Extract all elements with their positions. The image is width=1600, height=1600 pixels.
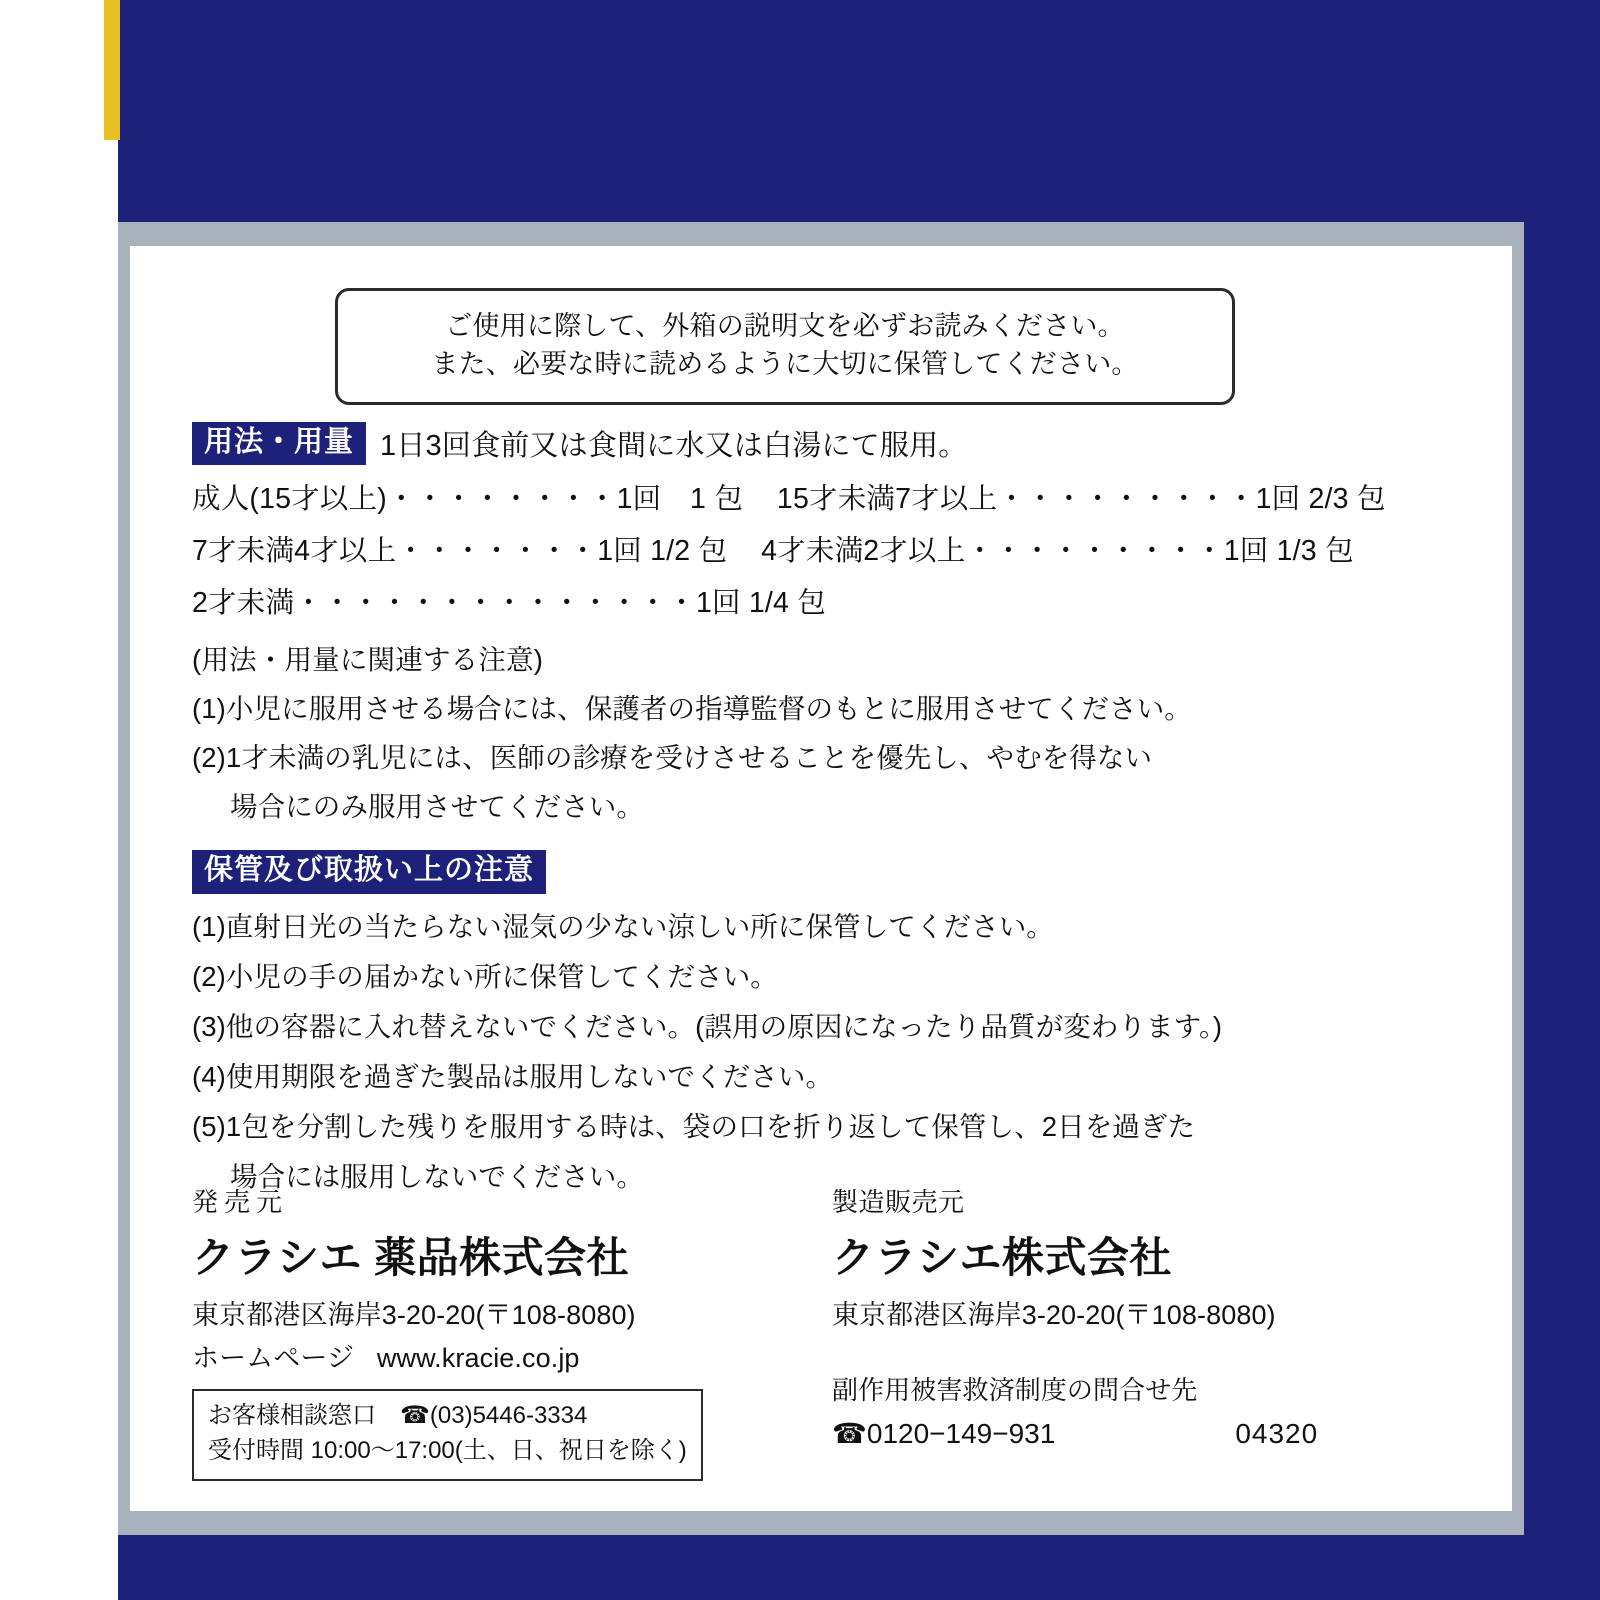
customer-contact-box [192, 1389, 703, 1481]
homepage-url: www.kracie.co.jp [376, 1343, 580, 1373]
seller-address: 東京都港区海岸3-20-20(〒108-8080) [192, 1300, 636, 1330]
dose-left-dots: ・・・・・・・ [396, 535, 598, 568]
dose-left-dots: ・・・・・・・・・・・・・・ [294, 587, 696, 620]
dose-left-label: 成人(15才以上) [192, 483, 387, 516]
dose-left-value: 1回 1 包 [616, 483, 743, 516]
storage-heading-row [192, 850, 1482, 893]
relief-system-row [832, 1417, 1472, 1450]
usage-notice-box [335, 288, 1235, 405]
customer-contact-hours: 受付時間 10:00〜17:00(土、日、祝日を除く) [208, 1436, 687, 1464]
yellow-notch-mark [104, 0, 120, 140]
storage-line-5-cont: 場合には服用しないでください。 [230, 1160, 644, 1192]
relief-phone: ☎0120−149−931 [832, 1418, 1056, 1449]
storage-line-1: (1)直射日光の当たらない湿気の少ない涼しい所に保管してください。 [192, 910, 1054, 942]
dosage-note-2-cont: 場合にのみ服用させてください。 [230, 791, 644, 823]
dosage-note-1: (1)小児に服用させる場合には、保護者の指導監督のもとに服用させてください。 [192, 693, 1192, 725]
homepage-label: ホームページ [192, 1343, 355, 1373]
dose-left-label: 7才未満4才以上 [192, 535, 397, 568]
notice-line-1: ご使用に際して、外箱の説明文を必ずお読みください。 [445, 311, 1125, 341]
white-content-sheet [130, 246, 1512, 1511]
storage-line-4: (4)使用期限を過ぎた製品は服用しないでください。 [192, 1060, 834, 1092]
dosage-heading-row [192, 422, 1482, 465]
dosage-notes-title: (用法・用量に関連する注意) [192, 644, 544, 676]
instructions-content [192, 422, 1482, 1194]
dose-left-label: 2才未満 [192, 587, 295, 620]
dose-right-label: 15才未満7才以上 [776, 483, 998, 516]
storage-heading-chip: 保管及び取扱い上の注意 [192, 850, 546, 893]
dose-right-dots: ・・・・・・・・・ [965, 535, 1224, 568]
storage-line-5: (5)1包を分割した残りを服用する時は、袋の口を折り返して保管し、2日を過ぎた [192, 1110, 1196, 1142]
dose-right-value: 1回 1/3 包 [1223, 535, 1354, 568]
seller-column [192, 1182, 832, 1481]
customer-contact-phone: お客様相談窓口 ☎(03)5446-3334 [208, 1402, 588, 1429]
notice-line-2: また、必要な時に読めるように大切に保管してください。 [431, 349, 1139, 380]
dose-row [192, 528, 1482, 569]
storage-line-3: (3)他の容器に入れ替えないでください。(誤用の原因になったり品質が変わります。) [192, 1010, 1223, 1042]
dose-row [192, 580, 1482, 621]
manufacturer-column [832, 1182, 1472, 1450]
product-code: 04320 [1235, 1418, 1319, 1449]
manufacturer-label: 製造販売元 [832, 1187, 965, 1217]
dosage-lead-text: 1日3回食前又は食間に水又は白湯にて服用。 [380, 430, 968, 463]
storage-line-2: (2)小児の手の届かない所に保管してください。 [192, 960, 778, 992]
dose-left-value: 1回 1/2 包 [597, 535, 728, 568]
dosage-note-2: (2)1才未満の乳児には、医師の診療を受けさせることを優先し、やむを得ない [192, 742, 1153, 774]
relief-system-title: 副作用被害救済制度の問合せ先 [832, 1375, 1198, 1405]
dose-row [192, 476, 1482, 517]
dose-right-value: 1回 2/3 包 [1255, 483, 1386, 516]
seller-homepage [192, 1336, 832, 1375]
dose-left-value: 1回 1/4 包 [695, 587, 826, 620]
seller-label: 発売元 [192, 1187, 289, 1217]
dose-right-dots: ・・・・・・・・・ [997, 483, 1256, 516]
manufacturer-company-name: クラシエ株式会社 [832, 1234, 1173, 1281]
dose-left-dots: ・・・・・・・・ [386, 483, 617, 516]
manufacturer-address: 東京都港区海岸3-20-20(〒108-8080) [832, 1300, 1276, 1330]
dose-right-label: 4才未満2才以上 [761, 535, 966, 568]
dosage-heading-chip: 用法・用量 [192, 422, 366, 465]
seller-company-name: クラシエ 薬品株式会社 [192, 1234, 630, 1281]
